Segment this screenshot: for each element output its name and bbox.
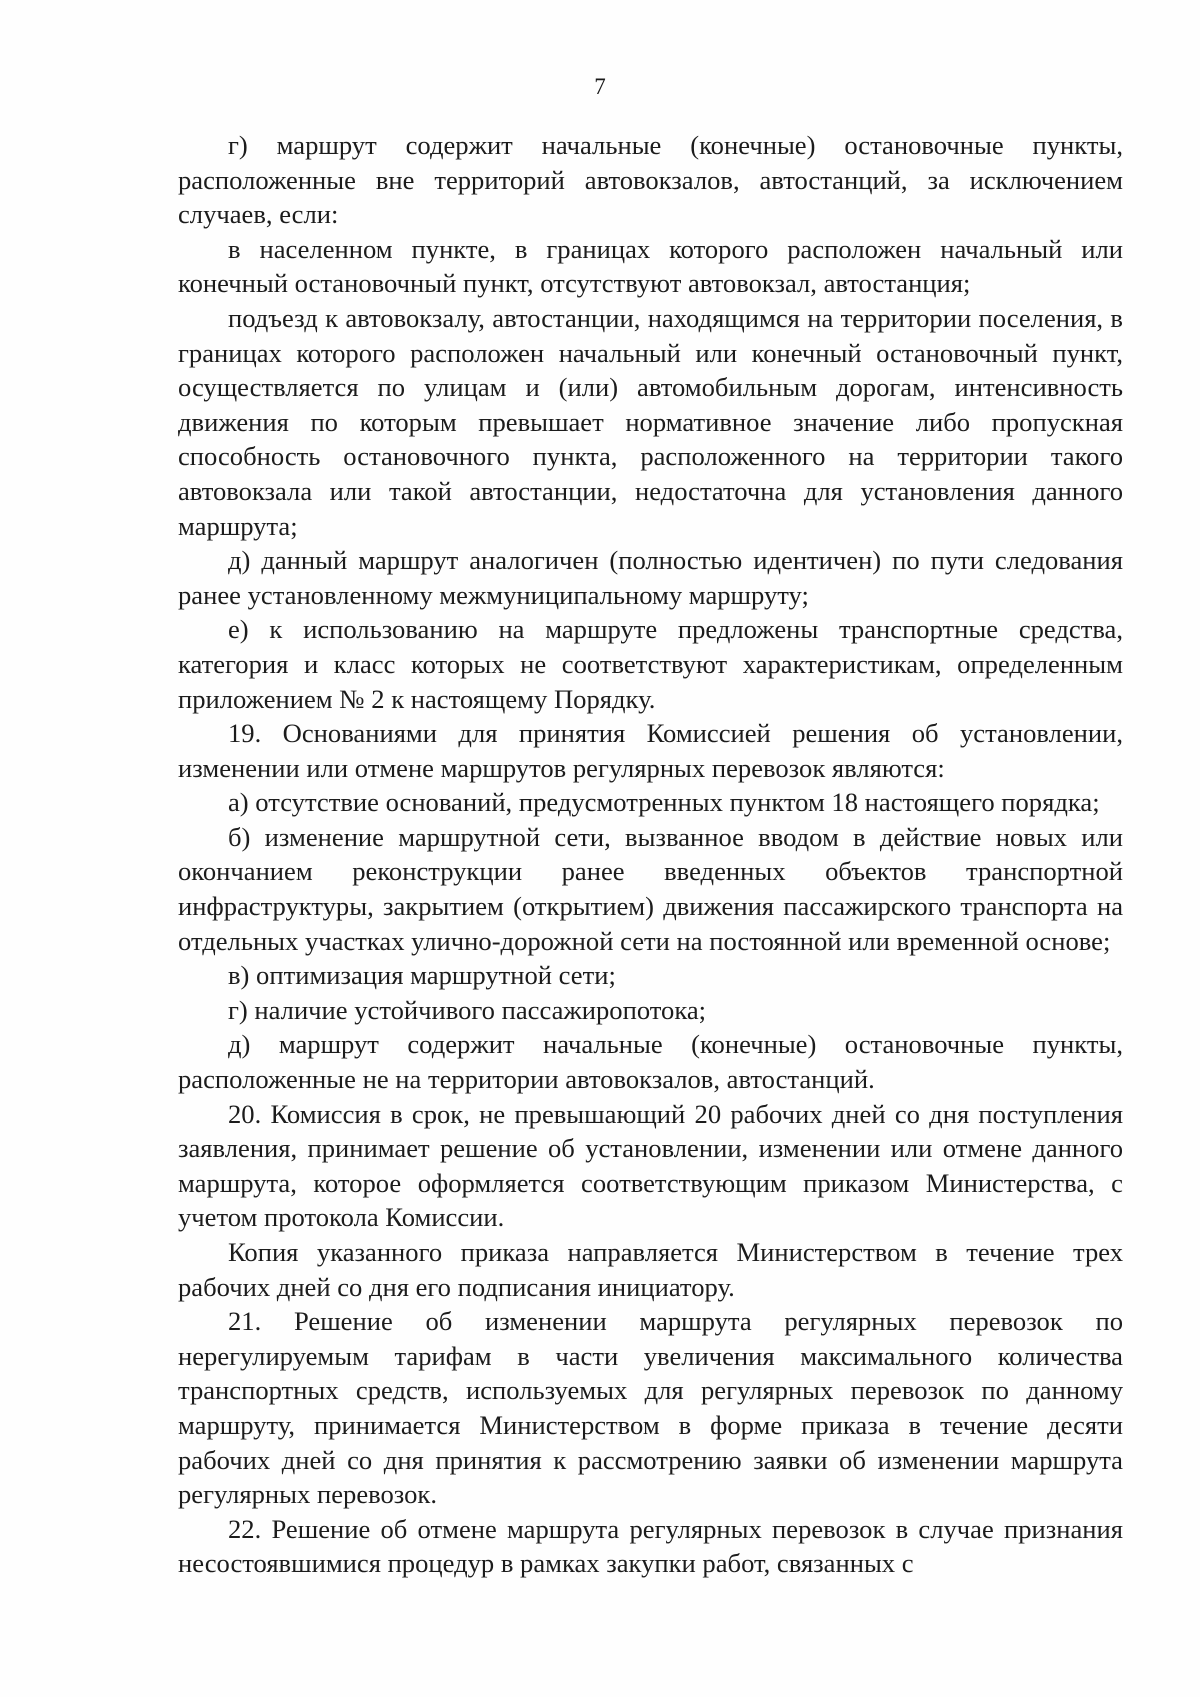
document-body xyxy=(178,128,1123,1581)
paragraph-19b: б) изменение маршрутной сети, вызванное вводом в действие новых или окончанием реконструкции ранее введенных объектов транспортной инфраструктуры, закрытием (открытием) движения пассажирского транспорта на отдельных участках улично-дорожной сети на постоянной или временной основе; xyxy=(178,821,1123,956)
paragraph-22: 22. Решение об отмене маршрута регулярных перевозок в случае признания несостоявшимися процедур в рамках закупки работ, связанных с xyxy=(178,1513,1123,1579)
paragraph-21: 21. Решение об изменении маршрута регулярных перевозок по нерегулируемым тарифам в части увеличения максимального количества транспортных средств, используемых для регулярных перевозок по данному маршруту, принимается Министерством в форме приказа в течение десяти рабочих дней со дня принятия к рассмотрению заявки об изменении маршрута регулярных перевозок. xyxy=(178,1306,1123,1510)
paragraph-18d: д) данный маршрут аналогичен (полностью идентичен) по пути следования ранее установленному межмуниципальному маршруту; xyxy=(178,545,1123,610)
paragraph-19g: г) наличие устойчивого пассажиропотока; xyxy=(228,994,707,1025)
paragraph-19: 19. Основаниями для принятия Комиссией решения об установлении, изменении или отмене маршрутов регулярных перевозок являются: xyxy=(178,718,1123,783)
paragraph-18g-case-1: в населенном пункте, в границах которого расположен начальный или конечный остановочный пункт, отсутствуют автовокзал, автостанция; xyxy=(178,233,1123,299)
paragraph-19v: в) оптимизация маршрутной сети; xyxy=(228,960,616,991)
paragraph-18g: г) маршрут содержит начальные (конечные) остановочные пункты, расположенные вне территорий автовокзалов, автостанций, за исключением случаев, если: xyxy=(178,130,1123,230)
paragraph-20-copy: Копия указанного приказа направляется Министерством в течение трех рабочих дней со дня его подписания инициатору. xyxy=(178,1237,1123,1302)
paragraph-18g-case-2: подъезд к автовокзалу, автостанции, находящимся на территории поселения, в границах которого расположен начальный или конечный остановочный пункт, осуществляется по улицам и (или) автомобильным дорогам, интенсивность движения по которым превышает нормативное значение либо пропускная способность остановочного пункта, расположенного на территории такого автовокзала или такой автостанции, недостаточна для установления данного маршрута; xyxy=(178,302,1123,541)
paragraph-20: 20. Комиссия в срок, не превышающий 20 рабочих дней со дня поступления заявления, принимает решение об установлении, изменении или отмене данного маршрута, которое оформляется соответствующим приказом Министерства, с учетом протокола Комиссии. xyxy=(178,1098,1123,1233)
paragraph-19d: д) маршрут содержит начальные (конечные) остановочные пункты, расположенные не на территории автовокзалов, автостанций. xyxy=(178,1029,1123,1095)
page-number: 7 xyxy=(594,74,606,99)
paragraph-19a: а) отсутствие оснований, предусмотренных пунктом 18 настоящего порядка; xyxy=(228,787,1100,818)
paragraph-18e: е) к использованию на маршруте предложены транспортные средства, категория и класс которых не соответствуют характеристикам, определенным приложением № 2 к настоящему Порядку. xyxy=(178,614,1123,714)
